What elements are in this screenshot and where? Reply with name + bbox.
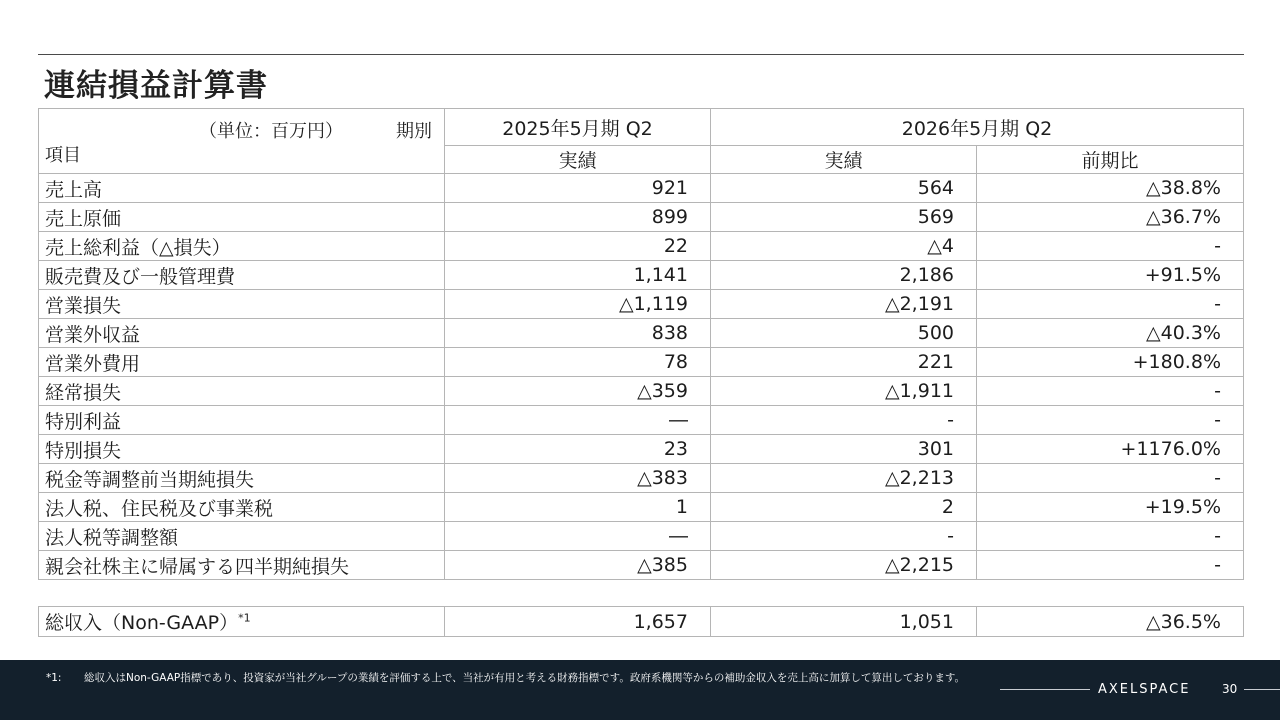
value-yoy: △36.5% (977, 607, 1244, 637)
table-row (39, 203, 1244, 232)
value-yoy: +180.8% (977, 348, 1244, 377)
value-fy2026: 1,051 (711, 607, 977, 637)
value-fy2025: 1 (445, 493, 711, 522)
value-fy2025: △385 (445, 551, 711, 580)
value-fy2026: 301 (711, 435, 977, 464)
table-row (39, 348, 1244, 377)
value-fy2025: 1,141 (445, 261, 711, 290)
table-row (39, 435, 1244, 464)
row-label: 特別利益 (39, 406, 445, 435)
row-label: 法人税、住民税及び事業税 (39, 493, 445, 522)
row-label: 税金等調整前当期純損失 (39, 464, 445, 493)
table-row (39, 464, 1244, 493)
table-row (39, 174, 1244, 203)
value-fy2025: 22 (445, 232, 711, 261)
value-yoy: - (977, 377, 1244, 406)
value-fy2025: 921 (445, 174, 711, 203)
row-label: 法人税等調整額 (39, 522, 445, 551)
value-fy2026: 2,186 (711, 261, 977, 290)
value-yoy: +19.5% (977, 493, 1244, 522)
table-row (39, 551, 1244, 580)
non-gaap-label-cell (39, 607, 445, 637)
table-row (39, 290, 1244, 319)
value-fy2026: △4 (711, 232, 977, 261)
row-label: 売上高 (39, 174, 445, 203)
row-label: 売上原価 (39, 203, 445, 232)
row-label: 特別損失 (39, 435, 445, 464)
column-header-fy2025: 2025年5月期 Q2 (445, 109, 711, 146)
table-row (39, 261, 1244, 290)
brand-divider (1000, 689, 1090, 690)
value-yoy: △36.7% (977, 203, 1244, 232)
footer-bar (0, 660, 1280, 720)
subheader-yoy: 前期比 (977, 146, 1244, 174)
value-fy2026: △2,213 (711, 464, 977, 493)
value-yoy: +1176.0% (977, 435, 1244, 464)
row-label: 売上総利益（△損失） (39, 232, 445, 261)
value-fy2026: 2 (711, 493, 977, 522)
value-yoy: - (977, 522, 1244, 551)
table-row (39, 232, 1244, 261)
footnote (46, 670, 965, 685)
item-label: 項目 (45, 145, 81, 166)
value-fy2026: 564 (711, 174, 977, 203)
header-row-1 (39, 109, 1244, 146)
table-row (39, 522, 1244, 551)
row-label: 販売費及び一般管理費 (39, 261, 445, 290)
footnote-mark: *1: (46, 672, 62, 684)
value-yoy: - (977, 290, 1244, 319)
value-fy2025: 78 (445, 348, 711, 377)
subheader-actual-2025: 実績 (445, 146, 711, 174)
value-fy2026: △1,911 (711, 377, 977, 406)
footnote-ref: *1 (238, 611, 251, 625)
value-fy2025: 838 (445, 319, 711, 348)
page-divider (1244, 689, 1280, 690)
value-yoy: △38.8% (977, 174, 1244, 203)
value-yoy: - (977, 406, 1244, 435)
value-fy2025: △1,119 (445, 290, 711, 319)
value-fy2025: ― (445, 522, 711, 551)
row-label: 親会社株主に帰属する四半期純損失 (39, 551, 445, 580)
non-gaap-row (39, 607, 1244, 637)
value-yoy: - (977, 551, 1244, 580)
table-body (39, 174, 1244, 580)
value-fy2025: 1,657 (445, 607, 711, 637)
value-yoy: - (977, 232, 1244, 261)
footnote-text: 総収入はNon-GAAP指標であり、投資家が当社グループの業績を評価する上で、当社が有用と考える財務指標です。政府系機関等からの補助金収入を売上高に加算して算出しております。 (84, 672, 965, 684)
row-label: 営業外費用 (39, 348, 445, 377)
subheader-actual-2026: 実績 (711, 146, 977, 174)
value-fy2026: △2,215 (711, 551, 977, 580)
table-row (39, 319, 1244, 348)
value-fy2026: 500 (711, 319, 977, 348)
value-fy2026: - (711, 522, 977, 551)
value-fy2026: △2,191 (711, 290, 977, 319)
non-gaap-table (38, 606, 1244, 637)
value-fy2025: 23 (445, 435, 711, 464)
value-fy2026: - (711, 406, 977, 435)
row-label: 経常損失 (39, 377, 445, 406)
value-fy2025: △359 (445, 377, 711, 406)
value-fy2026: 221 (711, 348, 977, 377)
value-yoy: △40.3% (977, 319, 1244, 348)
period-label: 期別 (396, 121, 432, 142)
income-statement-table (38, 108, 1244, 580)
brand-logo: AXELSPACE (1098, 682, 1191, 697)
value-yoy: +91.5% (977, 261, 1244, 290)
row-label: 営業外収益 (39, 319, 445, 348)
value-fy2025: 899 (445, 203, 711, 232)
value-fy2025: △383 (445, 464, 711, 493)
non-gaap-label: 総収入（Non-GAAP） (45, 612, 239, 634)
table-row (39, 406, 1244, 435)
page-number: 30 (1222, 682, 1238, 696)
table-row (39, 493, 1244, 522)
title-rule (38, 54, 1244, 55)
value-fy2025: ― (445, 406, 711, 435)
row-label: 営業損失 (39, 290, 445, 319)
unit-label: （単位：百万円） (199, 121, 343, 142)
header-corner-cell (39, 109, 445, 174)
column-header-fy2026: 2026年5月期 Q2 (711, 109, 1244, 146)
value-yoy: - (977, 464, 1244, 493)
page-title: 連結損益計算書 (44, 68, 268, 104)
value-fy2026: 569 (711, 203, 977, 232)
table-row (39, 377, 1244, 406)
